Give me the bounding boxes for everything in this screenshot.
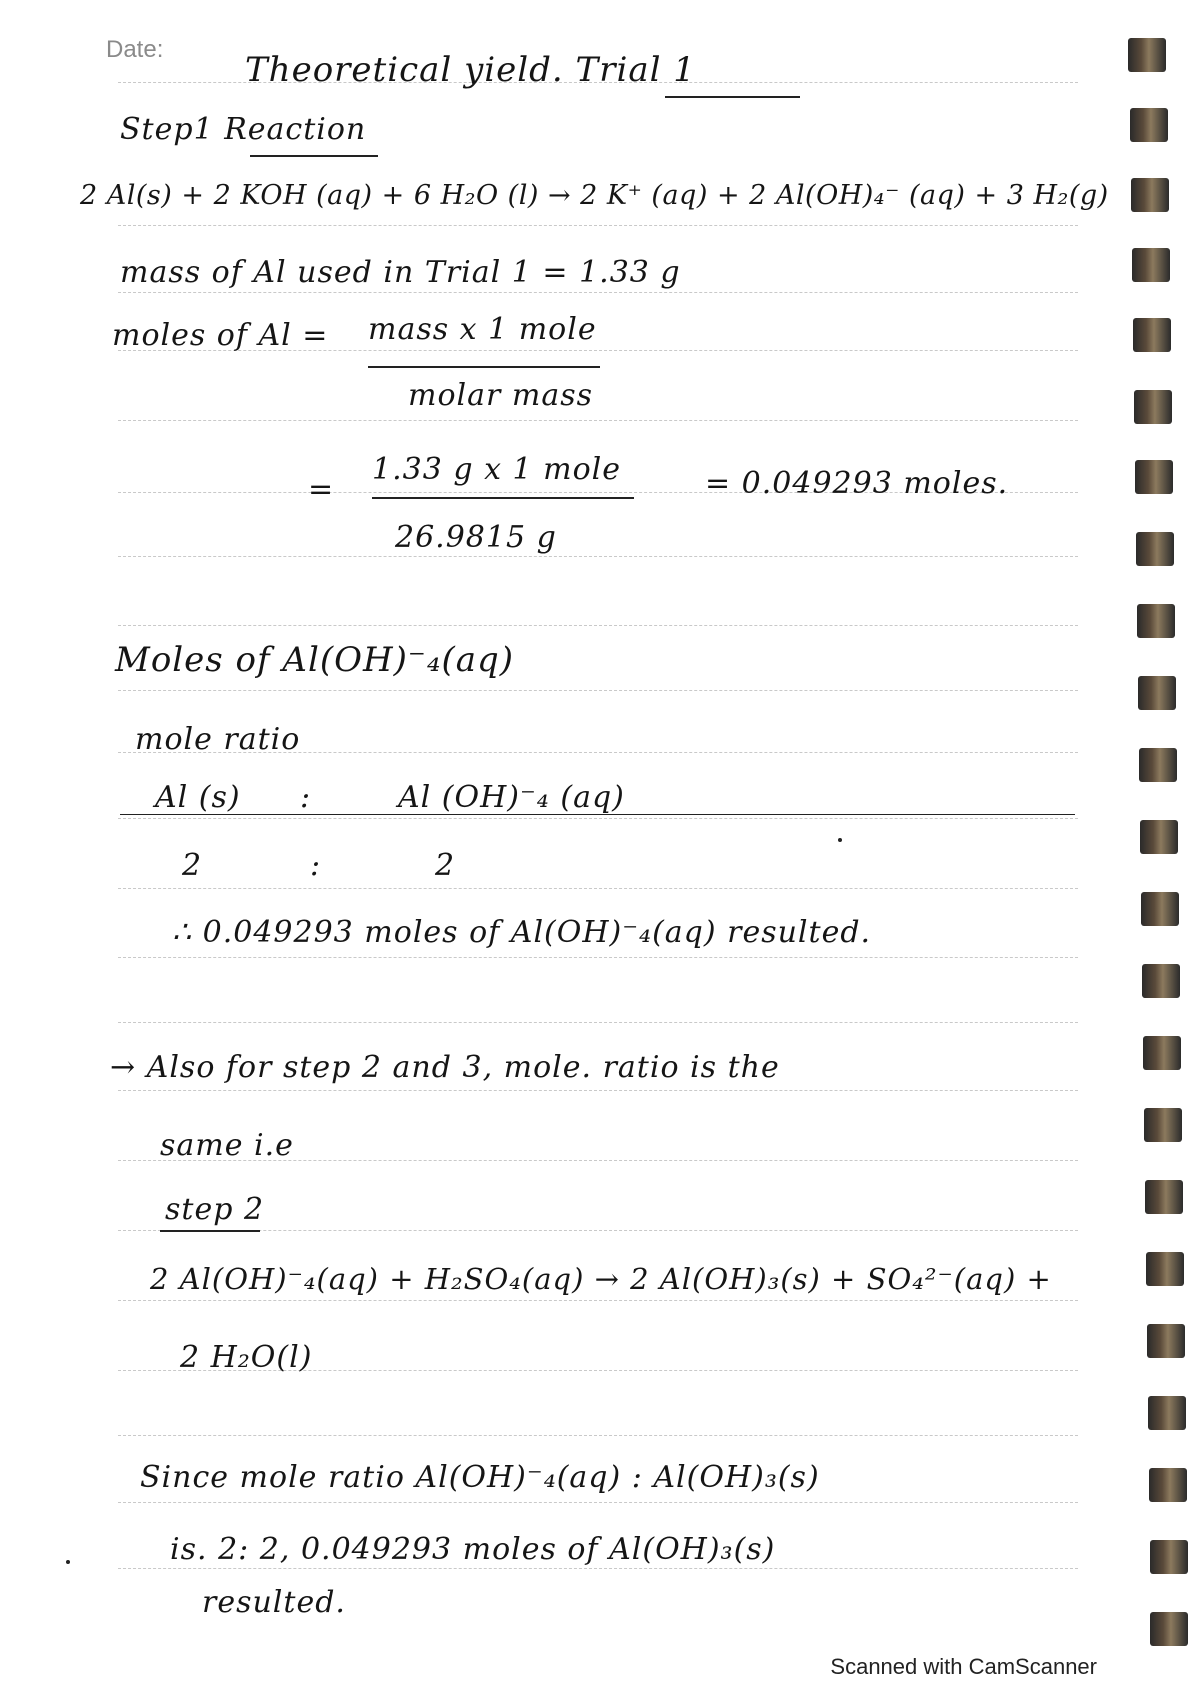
ruled-line [118,292,1078,293]
formula-numerator: mass x 1 mole [368,312,597,347]
formula-bar [368,366,600,368]
also-line: → Also for step 2 and 3, mole. ratio is the [110,1050,780,1085]
resulted-line-1: ∴ 0.049293 moles of Al(OH)⁻₄(aq) resulted. [172,915,872,950]
ruled-line [118,690,1078,691]
spiral-ring [1131,178,1169,212]
spiral-ring [1133,318,1171,352]
spiral-ring [1143,1036,1181,1070]
ruled-line [118,556,1078,557]
calc-bar [372,497,634,499]
ruled-line [118,1090,1078,1091]
spiral-ring [1150,1540,1188,1574]
ruled-line [118,225,1078,226]
reaction-2: 2 Al(OH)⁻₄(aq) + H₂SO₄(aq) → 2 Al(OH)₃(s) + SO₄²⁻(aq) + [150,1262,1052,1296]
ruled-line [118,1022,1078,1023]
spiral-ring [1149,1468,1187,1502]
spiral-ring [1141,892,1179,926]
spiral-ring [1145,1180,1183,1214]
moles-label: moles of Al = [112,318,329,353]
step2-heading: step 2 [165,1192,265,1227]
spiral-ring [1147,1324,1185,1358]
ruled-line [118,1435,1078,1436]
spiral-ring [1135,460,1173,494]
calc-numerator: 1.33 g x 1 mole [372,452,622,487]
same-line: same i.e [160,1128,294,1163]
step1-underline [250,155,378,157]
formula-denominator: molar mass [408,378,593,413]
spiral-ring [1130,108,1168,142]
spiral-ring [1139,748,1177,782]
mass-al-line: mass of Al used in Trial 1 = 1.33 g [120,255,681,290]
date-label: Date: [106,36,164,63]
ruled-line [118,888,1078,889]
ruled-line [118,1568,1078,1569]
equals-sign: = [308,472,335,507]
title-underline [665,96,800,98]
ruled-line [118,957,1078,958]
step2-underline [160,1230,260,1232]
ruled-line [118,1502,1078,1503]
ruled-line [118,420,1078,421]
calc-denominator: 26.9815 g [395,520,557,555]
ratio-rule [120,814,1075,815]
spiral-ring [1140,820,1178,854]
spiral-ring [1136,532,1174,566]
spiral-ring [1144,1108,1182,1142]
reaction-1: 2 Al(s) + 2 KOH (aq) + 6 H₂O (l) → 2 K⁺ (aq) + 2 Al(OH)₄⁻ (aq) + 3 H₂(g) [80,180,1109,211]
spiral-ring [1132,248,1170,282]
resulted-line-2: resulted. [202,1585,346,1620]
spiral-ring [1137,604,1175,638]
ratio-colon-2: : [310,848,322,883]
ratio-right-value: 2 [435,848,456,883]
mole-ratio-label: mole ratio [135,722,301,757]
ratio-right-heading: Al (OH)⁻₄ (aq) [398,780,625,815]
ink-dot [66,1560,70,1564]
spiral-ring [1138,676,1176,710]
page-title: Theoretical yield. Trial 1 [245,50,696,90]
spiral-ring [1142,964,1180,998]
spiral-ring [1148,1396,1186,1430]
calc-result: = 0.049293 moles. [705,466,1009,501]
ratio-left-heading: Al (s) [155,780,241,815]
spiral-ring [1146,1252,1184,1286]
ruled-line [118,818,1078,819]
since-line: Since mole ratio Al(OH)⁻₄(aq) : Al(OH)₃(s) [140,1460,820,1495]
ruled-line [118,625,1078,626]
spiral-ring [1134,390,1172,424]
is-ratio-line: is. 2: 2, 0.049293 moles of Al(OH)₃(s) [170,1532,776,1567]
step1-heading: Step1 Reaction [120,112,367,147]
scanner-watermark: Scanned with CamScanner [830,1654,1097,1679]
ruled-line [118,1300,1078,1301]
reaction-2-continued: 2 H₂O(l) [180,1340,313,1375]
ratio-colon: : [300,780,312,815]
spiral-ring [1150,1612,1188,1646]
ratio-left-value: 2 [182,848,203,883]
spiral-ring [1128,38,1166,72]
ink-dot [838,838,842,842]
ruled-line [118,1230,1078,1231]
moles-aloh4-heading: Moles of Al(OH)⁻₄(aq) [115,640,515,680]
